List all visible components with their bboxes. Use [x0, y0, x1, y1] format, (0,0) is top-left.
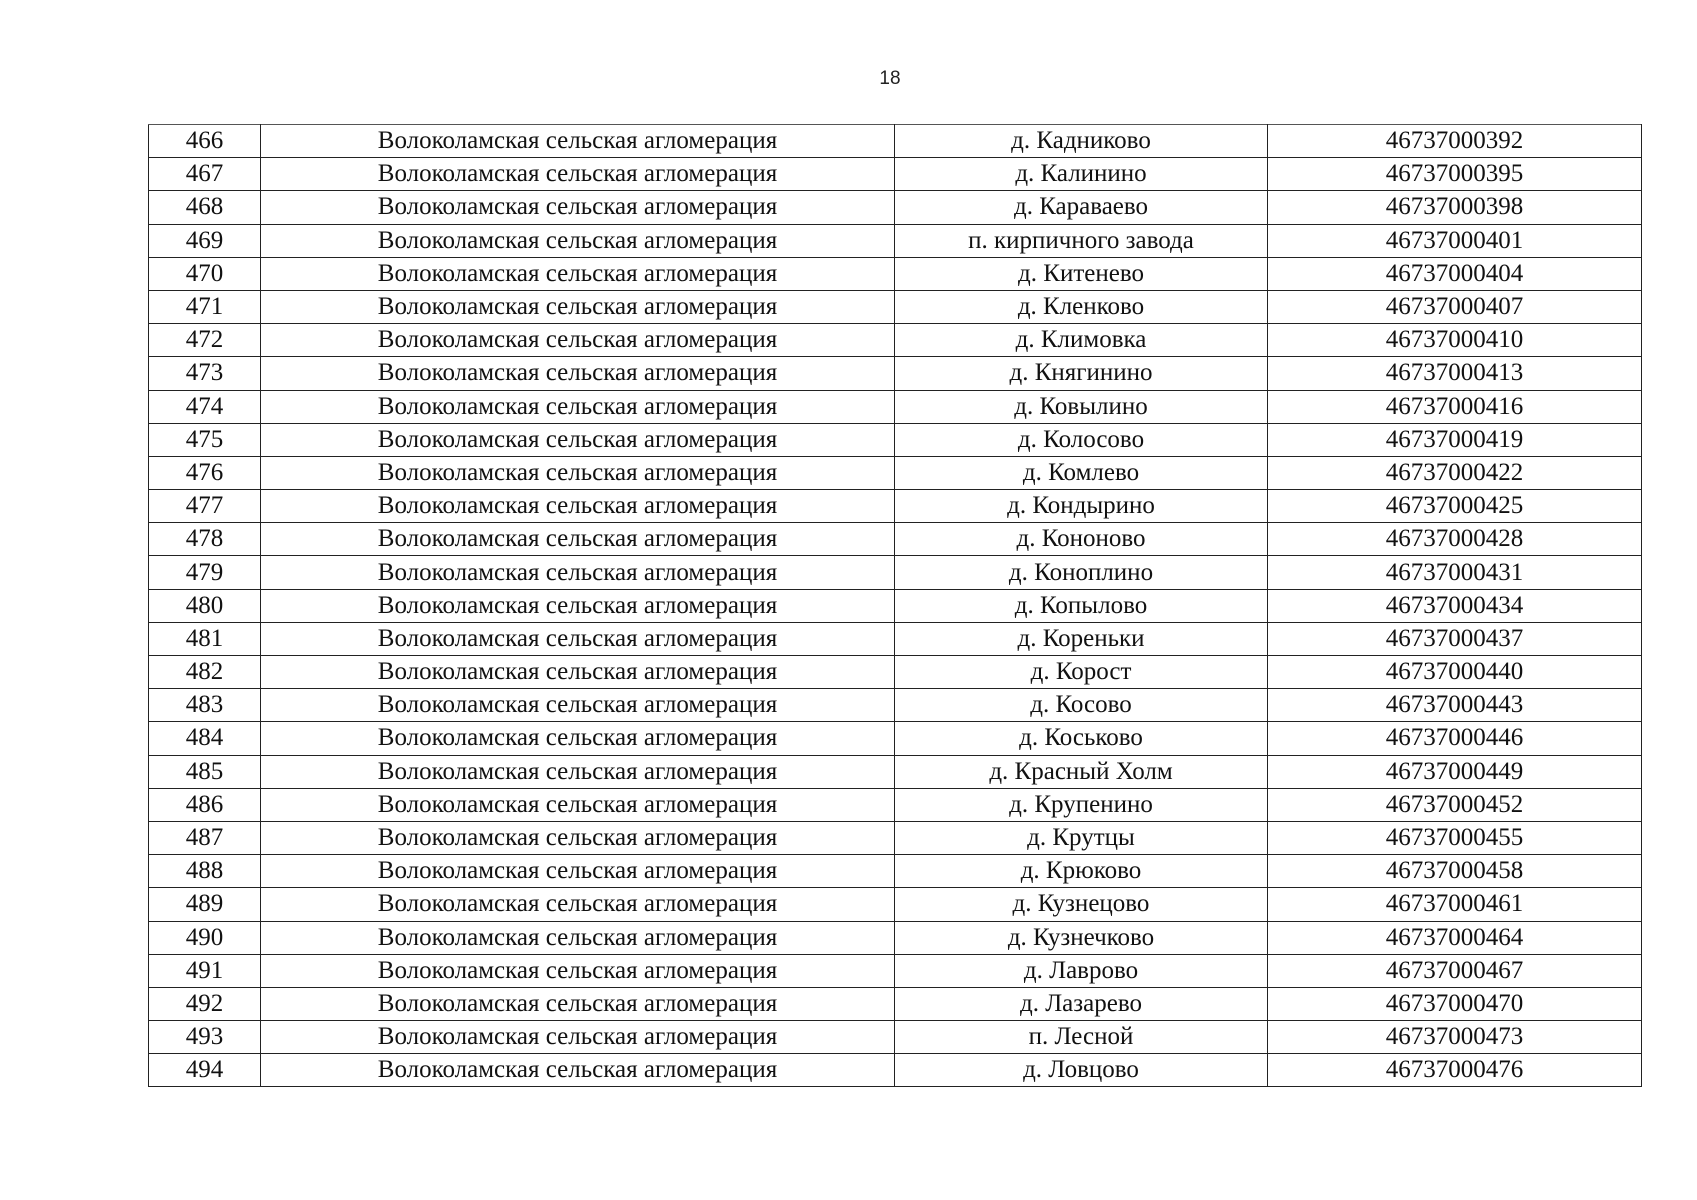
settlement-cell: д. Кононово	[895, 523, 1268, 556]
settlement-cell: д. Кадниково	[895, 125, 1268, 158]
row-number-cell: 493	[149, 1021, 261, 1054]
settlement-cell: д. Копылово	[895, 589, 1268, 622]
table-row	[149, 456, 1642, 489]
agglomeration-cell: Волоколамская сельская агломерация	[261, 1054, 895, 1087]
row-number-cell: 474	[149, 390, 261, 423]
oktmo-code-cell: 46737000410	[1268, 324, 1642, 357]
oktmo-code-cell: 46737000431	[1268, 556, 1642, 589]
oktmo-code-cell: 46737000425	[1268, 490, 1642, 523]
table-row	[149, 622, 1642, 655]
agglomeration-cell: Волоколамская сельская агломерация	[261, 954, 895, 987]
agglomeration-cell: Волоколамская сельская агломерация	[261, 656, 895, 689]
settlement-cell: п. кирпичного завода	[895, 224, 1268, 257]
settlements-table-body	[149, 125, 1642, 1087]
row-number-cell: 482	[149, 656, 261, 689]
settlement-cell: д. Корост	[895, 656, 1268, 689]
table-row	[149, 324, 1642, 357]
oktmo-code-cell: 46737000422	[1268, 456, 1642, 489]
oktmo-code-cell: 46737000404	[1268, 257, 1642, 290]
row-number-cell: 485	[149, 755, 261, 788]
oktmo-code-cell: 46737000398	[1268, 191, 1642, 224]
settlement-cell: д. Кореньки	[895, 622, 1268, 655]
row-number-cell: 477	[149, 490, 261, 523]
table-row	[149, 689, 1642, 722]
row-number-cell: 490	[149, 921, 261, 954]
agglomeration-cell: Волоколамская сельская агломерация	[261, 423, 895, 456]
oktmo-code-cell: 46737000455	[1268, 821, 1642, 854]
row-number-cell: 480	[149, 589, 261, 622]
row-number-cell: 467	[149, 158, 261, 191]
oktmo-code-cell: 46737000467	[1268, 954, 1642, 987]
oktmo-code-cell: 46737000440	[1268, 656, 1642, 689]
row-number-cell: 491	[149, 954, 261, 987]
row-number-cell: 494	[149, 1054, 261, 1087]
agglomeration-cell: Волоколамская сельская агломерация	[261, 290, 895, 323]
row-number-cell: 489	[149, 888, 261, 921]
settlement-cell: д. Кузнечково	[895, 921, 1268, 954]
table-row	[149, 556, 1642, 589]
agglomeration-cell: Волоколамская сельская агломерация	[261, 324, 895, 357]
row-number-cell: 481	[149, 622, 261, 655]
agglomeration-cell: Волоколамская сельская агломерация	[261, 888, 895, 921]
agglomeration-cell: Волоколамская сельская агломерация	[261, 357, 895, 390]
settlement-cell: д. Красный Холм	[895, 755, 1268, 788]
row-number-cell: 488	[149, 855, 261, 888]
row-number-cell: 470	[149, 257, 261, 290]
agglomeration-cell: Волоколамская сельская агломерация	[261, 1021, 895, 1054]
oktmo-code-cell: 46737000476	[1268, 1054, 1642, 1087]
agglomeration-cell: Волоколамская сельская агломерация	[261, 689, 895, 722]
agglomeration-cell: Волоколамская сельская агломерация	[261, 788, 895, 821]
settlement-cell: д. Китенево	[895, 257, 1268, 290]
settlement-cell: д. Лаврово	[895, 954, 1268, 987]
agglomeration-cell: Волоколамская сельская агломерация	[261, 821, 895, 854]
agglomeration-cell: Волоколамская сельская агломерация	[261, 589, 895, 622]
agglomeration-cell: Волоколамская сельская агломерация	[261, 523, 895, 556]
oktmo-code-cell: 46737000452	[1268, 788, 1642, 821]
agglomeration-cell: Волоколамская сельская агломерация	[261, 556, 895, 589]
agglomeration-cell: Волоколамская сельская агломерация	[261, 722, 895, 755]
table-row	[149, 755, 1642, 788]
agglomeration-cell: Волоколамская сельская агломерация	[261, 855, 895, 888]
table-row	[149, 987, 1642, 1020]
row-number-cell: 472	[149, 324, 261, 357]
oktmo-code-cell: 46737000413	[1268, 357, 1642, 390]
oktmo-code-cell: 46737000461	[1268, 888, 1642, 921]
agglomeration-cell: Волоколамская сельская агломерация	[261, 158, 895, 191]
agglomeration-cell: Волоколамская сельская агломерация	[261, 490, 895, 523]
oktmo-code-cell: 46737000464	[1268, 921, 1642, 954]
row-number-cell: 484	[149, 722, 261, 755]
row-number-cell: 466	[149, 125, 261, 158]
agglomeration-cell: Волоколамская сельская агломерация	[261, 224, 895, 257]
table-row	[149, 589, 1642, 622]
table-row	[149, 423, 1642, 456]
oktmo-code-cell: 46737000443	[1268, 689, 1642, 722]
table-row	[149, 158, 1642, 191]
table-row	[149, 523, 1642, 556]
oktmo-code-cell: 46737000449	[1268, 755, 1642, 788]
settlement-cell: д. Кондырино	[895, 490, 1268, 523]
oktmo-code-cell: 46737000470	[1268, 987, 1642, 1020]
agglomeration-cell: Волоколамская сельская агломерация	[261, 257, 895, 290]
settlement-cell: д. Ловцово	[895, 1054, 1268, 1087]
table-row	[149, 888, 1642, 921]
table-row	[149, 954, 1642, 987]
row-number-cell: 478	[149, 523, 261, 556]
agglomeration-cell: Волоколамская сельская агломерация	[261, 921, 895, 954]
settlement-cell: д. Кленково	[895, 290, 1268, 323]
settlement-cell: д. Крюково	[895, 855, 1268, 888]
settlement-cell: д. Коськово	[895, 722, 1268, 755]
settlement-cell: д. Кузнецово	[895, 888, 1268, 921]
settlement-cell: д. Колосово	[895, 423, 1268, 456]
agglomeration-cell: Волоколамская сельская агломерация	[261, 622, 895, 655]
table-row	[149, 224, 1642, 257]
table-row	[149, 855, 1642, 888]
oktmo-code-cell: 46737000437	[1268, 622, 1642, 655]
settlement-cell: д. Крутцы	[895, 821, 1268, 854]
table-row	[149, 357, 1642, 390]
oktmo-code-cell: 46737000434	[1268, 589, 1642, 622]
settlement-cell: п. Лесной	[895, 1021, 1268, 1054]
row-number-cell: 468	[149, 191, 261, 224]
table-row	[149, 390, 1642, 423]
table-row	[149, 788, 1642, 821]
oktmo-code-cell: 46737000401	[1268, 224, 1642, 257]
settlements-table	[148, 124, 1642, 1087]
table-row	[149, 1054, 1642, 1087]
settlement-cell: д. Княгинино	[895, 357, 1268, 390]
table-row	[149, 490, 1642, 523]
row-number-cell: 475	[149, 423, 261, 456]
settlement-cell: д. Климовка	[895, 324, 1268, 357]
oktmo-code-cell: 46737000446	[1268, 722, 1642, 755]
table-row	[149, 656, 1642, 689]
agglomeration-cell: Волоколамская сельская агломерация	[261, 987, 895, 1020]
settlement-cell: д. Ковылино	[895, 390, 1268, 423]
oktmo-code-cell: 46737000473	[1268, 1021, 1642, 1054]
page-number: 18	[879, 68, 901, 89]
settlement-cell: д. Караваево	[895, 191, 1268, 224]
settlement-cell: д. Комлево	[895, 456, 1268, 489]
table-row	[149, 921, 1642, 954]
table-row	[149, 722, 1642, 755]
table-row	[149, 257, 1642, 290]
row-number-cell: 492	[149, 987, 261, 1020]
settlement-cell: д. Крупенино	[895, 788, 1268, 821]
settlement-cell: д. Коноплино	[895, 556, 1268, 589]
table-row	[149, 125, 1642, 158]
row-number-cell: 483	[149, 689, 261, 722]
oktmo-code-cell: 46737000428	[1268, 523, 1642, 556]
oktmo-code-cell: 46737000407	[1268, 290, 1642, 323]
oktmo-code-cell: 46737000392	[1268, 125, 1642, 158]
agglomeration-cell: Волоколамская сельская агломерация	[261, 456, 895, 489]
row-number-cell: 479	[149, 556, 261, 589]
row-number-cell: 473	[149, 357, 261, 390]
table-row	[149, 290, 1642, 323]
agglomeration-cell: Волоколамская сельская агломерация	[261, 390, 895, 423]
row-number-cell: 469	[149, 224, 261, 257]
agglomeration-cell: Волоколамская сельская агломерация	[261, 755, 895, 788]
settlement-cell: д. Косово	[895, 689, 1268, 722]
oktmo-code-cell: 46737000419	[1268, 423, 1642, 456]
agglomeration-cell: Волоколамская сельская агломерация	[261, 191, 895, 224]
table-row	[149, 191, 1642, 224]
agglomeration-cell: Волоколамская сельская агломерация	[261, 125, 895, 158]
settlement-cell: д. Калинино	[895, 158, 1268, 191]
oktmo-code-cell: 46737000416	[1268, 390, 1642, 423]
oktmo-code-cell: 46737000458	[1268, 855, 1642, 888]
row-number-cell: 471	[149, 290, 261, 323]
row-number-cell: 486	[149, 788, 261, 821]
table-row	[149, 821, 1642, 854]
row-number-cell: 487	[149, 821, 261, 854]
settlement-cell: д. Лазарево	[895, 987, 1268, 1020]
row-number-cell: 476	[149, 456, 261, 489]
oktmo-code-cell: 46737000395	[1268, 158, 1642, 191]
table-row	[149, 1021, 1642, 1054]
